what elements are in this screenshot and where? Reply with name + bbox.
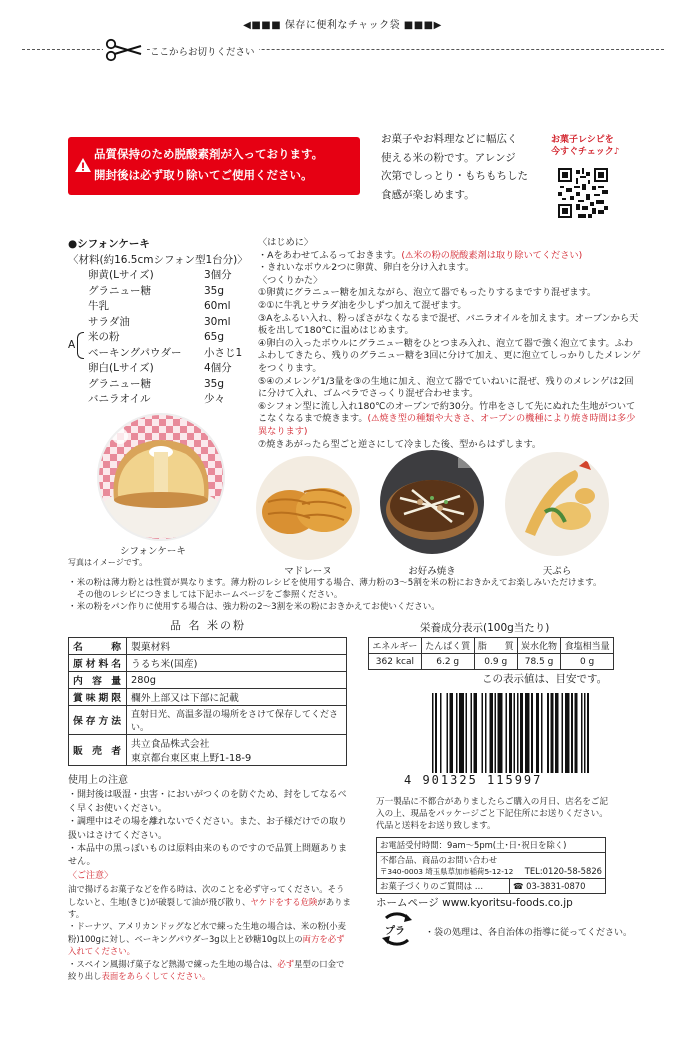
recipe-question-tel-cell [510,879,606,894]
okonomiyaki-photo [380,450,484,554]
qr-label-line: お菓子レシピを [551,135,614,145]
ingredient-row [88,299,248,315]
table-row [377,879,606,894]
ingredient-name: 米の粉 [88,331,120,343]
recycle-mark-text: プラ [385,926,405,937]
plastic-recycle-icon [378,912,416,950]
caution-subtitle: 〈ご注意〉 [68,870,114,881]
qr-label [551,134,619,158]
nutrition-table [368,637,614,670]
ingredient-group-a [68,330,248,361]
ingredient-qty: 4個分 [204,362,232,374]
intro-line: お菓子やお料理などに幅広く [381,133,518,145]
qr-label-line: 今すぐチェック♪ [551,147,620,157]
okonomiyaki-caption: お好み焼き [408,566,456,577]
caution-title: 使用上の注意 [68,775,128,786]
info-value: うるち米(国産) [127,655,347,672]
step-4: ④卵白の入ったボウルにグラニュー糖をひとつまみ入れ、泡立て器で強く泡立てます。ふわふわしてきたら、残りのグラニュー糖を3回に分けて加え、更に泡立てしっかりしたメレンゲをつくります。 [258,337,641,374]
donut-text: ・ドーナツ、アメリカンドッグなど水で練った生地の場合は、米の粉(小麦粉)100gに対し、ベーキングパウダー3g以上と砂糖10g以上の [68,921,347,944]
caution-item: ・本品中の黒っぽいものは原料由来のものですので品質上問題ありません。 [68,844,348,868]
nutrition-header: エネルギー [369,638,422,654]
note-line: ・米の粉をパン作りに使用する場合は、強力粉の2〜3割を米の粉におきかえてお使いください。 [68,602,440,613]
ingredient-name: 卵黄(Lサイズ) [88,269,154,281]
ingredient-name: グラニュー糖 [88,284,151,297]
ingredient-qty: 少々 [204,393,225,405]
step-7: ⑦焼きあがったら型ごと逆さにして冷ました後、型からはずします。 [258,438,542,450]
donut-emphasis: 両方を必ず入れてください。 [68,933,345,957]
ingredient-qty: 30ml [204,315,231,328]
ingredient-row [88,392,248,408]
intro-line: 使える米の粉です。アレンジ [381,151,516,164]
info-key: 名称 [69,638,127,655]
note-line: その他のレシピにつきましては下記ホームページをご参照ください。 [68,590,343,601]
warning-line-2: 開封後は必ず取り除いてご使用ください。 [94,168,313,182]
group-label: A [68,339,76,351]
inquiry-line [380,866,602,877]
ingredient-qty: 3個分 [204,269,232,281]
chiffon-cake-photo [96,412,226,546]
tempura-caption: 天ぷら [542,566,572,577]
info-value: 欄外上部又は下部に記載 [127,689,347,706]
nutrition-header: 炭水化物 [517,638,560,654]
tempura-photo [505,452,609,556]
table-row [69,706,347,735]
donut-warning [68,920,352,957]
prep-note-2: ・きれいなボウル2つに卵黄、卵白を分け入れます。 [258,262,475,274]
churro-text: 星型の口金で絞り出し [68,958,345,982]
info-value: 製菓材料 [127,638,347,655]
churro-emphasis: 表面をあらくしてください。 [101,971,211,982]
table-row [69,689,347,706]
ingredient-row [88,346,248,362]
prep-warning: (⚠米の粉の脱酸素剤は取り除いてください) [401,249,583,261]
table-row [377,853,606,879]
table-row [69,655,347,672]
contact-table [376,837,606,894]
ingredient-name: 卵白(Lサイズ) [88,362,154,374]
ingredient-row [88,315,248,331]
recipe-question-tel: 03-3831-0870 [526,881,586,891]
churro-emphasis: 必ず [277,958,295,969]
info-value [127,735,347,766]
nutrition-value: 0 g [561,654,614,670]
ingredient-row [88,361,248,377]
inquiry-address: 〒340-0003 埼玉県草加市稲荷5-12-12 [380,867,514,876]
frying-danger: ヤケドをする危険 [250,896,318,907]
ingredient-qty: 35g [204,377,225,390]
ingredient-name: バニラオイル [88,393,151,405]
chiffon-cake-caption: シフォンケーキ [120,546,186,557]
top-banner: ◀■■■ 保存に便利なチャック袋 ■■■▶ [243,20,442,31]
info-key: 原材料名 [69,655,127,672]
info-key: 内容量 [69,672,127,689]
ingredient-qty: 小さじ1 [204,346,243,359]
prep-text: ・Aをあわせてふるっておきます。 [258,249,402,261]
recipe-title: ●シフォンケーキ [68,238,150,250]
recipe-ingredients [68,237,248,408]
intro-line: 食感が楽しめます。 [381,188,475,201]
ingredient-row [88,377,248,393]
info-key: 賞味期限 [69,689,127,706]
ingredient-name: 牛乳 [88,300,109,312]
seller-name: 共立食品株式会社 [131,739,210,750]
step-3: ③Aをふるい入れ、粉っぽさがなくなるまで混ぜ、バニラオイルを加えます。オーブンから天板を出して180℃に温めはじめます。 [258,312,639,337]
ingredient-name: サラダ油 [88,315,130,328]
deoxidizer-warning [68,137,360,195]
step-2: ②①に牛乳とサラダ油を少しずつ加えて混ぜます。 [258,299,467,311]
ingredient-qty: 60ml [204,300,231,312]
ingredient-qty: 35g [204,284,225,297]
step-1: ①卵黄にグラニュー糖を加えながら、泡立て器でもったりするまですり混ぜます。 [258,287,597,299]
nutrition-header: 食塩相当量 [561,638,614,654]
inquiry-cell [377,853,606,879]
nutrition-title: 栄養成分表示(100g当たり) [420,622,550,634]
ingredient-name: グラニュー糖 [88,377,151,390]
phone-icon: ☎ [513,881,527,891]
barcode-digits: 4 901325 115997 [404,773,543,787]
info-key: 保存方法 [69,706,127,735]
intro-line: 次第でしっとり・もちもちした [381,170,528,182]
inquiry-title: 不都合品、商品のお問い合わせ [380,855,498,865]
table-row [369,654,614,670]
prep-note [258,250,642,263]
churro-warning [68,958,352,983]
caution-section [68,774,352,983]
caution-item: ・調理中はその場を離れないでください。また、お子様だけでの取り扱いはさけてください。 [68,817,348,841]
madeleine-photo [256,456,360,560]
nutrition-value: 362 kcal [369,654,422,670]
table-row [377,838,606,853]
product-name-label: 品 名 米の粉 [170,619,246,632]
info-value: 280g [127,672,347,689]
nutrition-value: 6.2 g [421,654,474,670]
group-brace [77,332,84,359]
barcode [430,693,600,775]
inquiry-tel: TEL:0120-58-5826 [524,866,602,876]
nutrition-value: 0.9 g [474,654,517,670]
ingredient-row [88,284,248,300]
frying-text: 油で揚げるお菓子などを作る時は、次のことを必ず守ってください。そうしないと、生地(きじ)が破裂して油が飛び散り、 [68,884,345,907]
warning-line-1: 品質保持のため脱酸素剤が入っております。 [94,147,324,161]
usage-notes [68,577,648,614]
product-info-table [68,637,347,766]
defect-notice: 万一製品に不都合がありましたらご購入の月日、店名をご記入の上、現品をパッケージごと下記住所にお送りください。代品と送料をお送り致します。 [376,797,609,831]
ingredient-row [88,268,248,284]
nutrition-header: たんぱく質 [421,638,474,654]
caution-item: ・開封後は吸湿・虫害・においがつくのを防ぐため、封をしてなるべく早くお使いください。 [68,790,347,814]
recipe-subtitle: 〈材料(約16.5cmシフォン型1台分)〉 [68,253,248,266]
steps-heading: 〈つくりかた〉 [258,274,323,286]
info-key: 販売者 [69,735,127,766]
table-row [69,638,347,655]
ingredient-row [88,330,248,346]
ingredient-qty: 65g [204,331,225,343]
recipe-steps [258,237,642,451]
frying-text: があります。 [68,896,351,920]
image-note: 写真はイメージです。 [68,558,148,567]
product-intro [381,130,531,204]
nutrition-header: 脂 質 [474,638,517,654]
table-row [69,672,347,689]
contact-hours: お電話受付時間：9am〜5pm(土･日･祝日を除く) [377,838,606,853]
qr-code[interactable] [558,168,608,218]
step-6-warning: (⚠焼き型の種類や大きさ、オーブンの機種により焼き時間は多少異なります) [258,413,636,437]
churro-text: ・スペイン風揚げ菓子など熱湯で練った生地の場合は、 [68,958,278,969]
step-5: ⑤④のメレンゲ1/3量を③の生地に加え、泡立て器でていねいに混ぜ、残りのメレンゲは2回に分けて入れ、ゴムベラでさっくり混ぜ合わせます。 [258,375,634,400]
step-6 [258,401,642,439]
recipe-question-label: お菓子づくりのご質問は … [377,879,510,894]
cut-instruction: ここからお切りください [150,44,259,58]
scissors-icon [103,38,147,62]
table-row [369,638,614,654]
steps-heading: 〈はじめに〉 [258,237,314,248]
warning-icon [74,157,92,177]
homepage-url[interactable]: ホームページ www.kyoritsu-foods.co.jp [376,897,573,909]
nutrition-value: 78.5 g [517,654,560,670]
frying-warning [68,883,352,920]
table-row [69,735,347,766]
seller-address: 東京都台東区東上野1-18-9 [131,753,252,764]
info-value: 直射日光、高温多湿の場所をさけて保存してください。 [127,706,347,735]
note-line: ・米の粉は薄力粉とは性質が異なります。薄力粉のレシピを使用する場合、薄力粉の3〜5割を米の粉におきかえてお楽しみいただけます。 [68,578,602,588]
madeleine-caption: マドレーヌ [284,566,332,577]
nutrition-note: この表示値は、目安です。 [482,673,608,685]
disposal-note: ・袋の処理は、各自治体の指導に従ってください。 [425,928,633,938]
ingredient-name: ベーキングパウダー [88,346,182,359]
step-6-text: ⑥シフォン型に流し入れ180℃のオーブンで約30分。竹串をさして先にぬれた生地がついてこなくなるまで焼きます。 [258,400,636,425]
